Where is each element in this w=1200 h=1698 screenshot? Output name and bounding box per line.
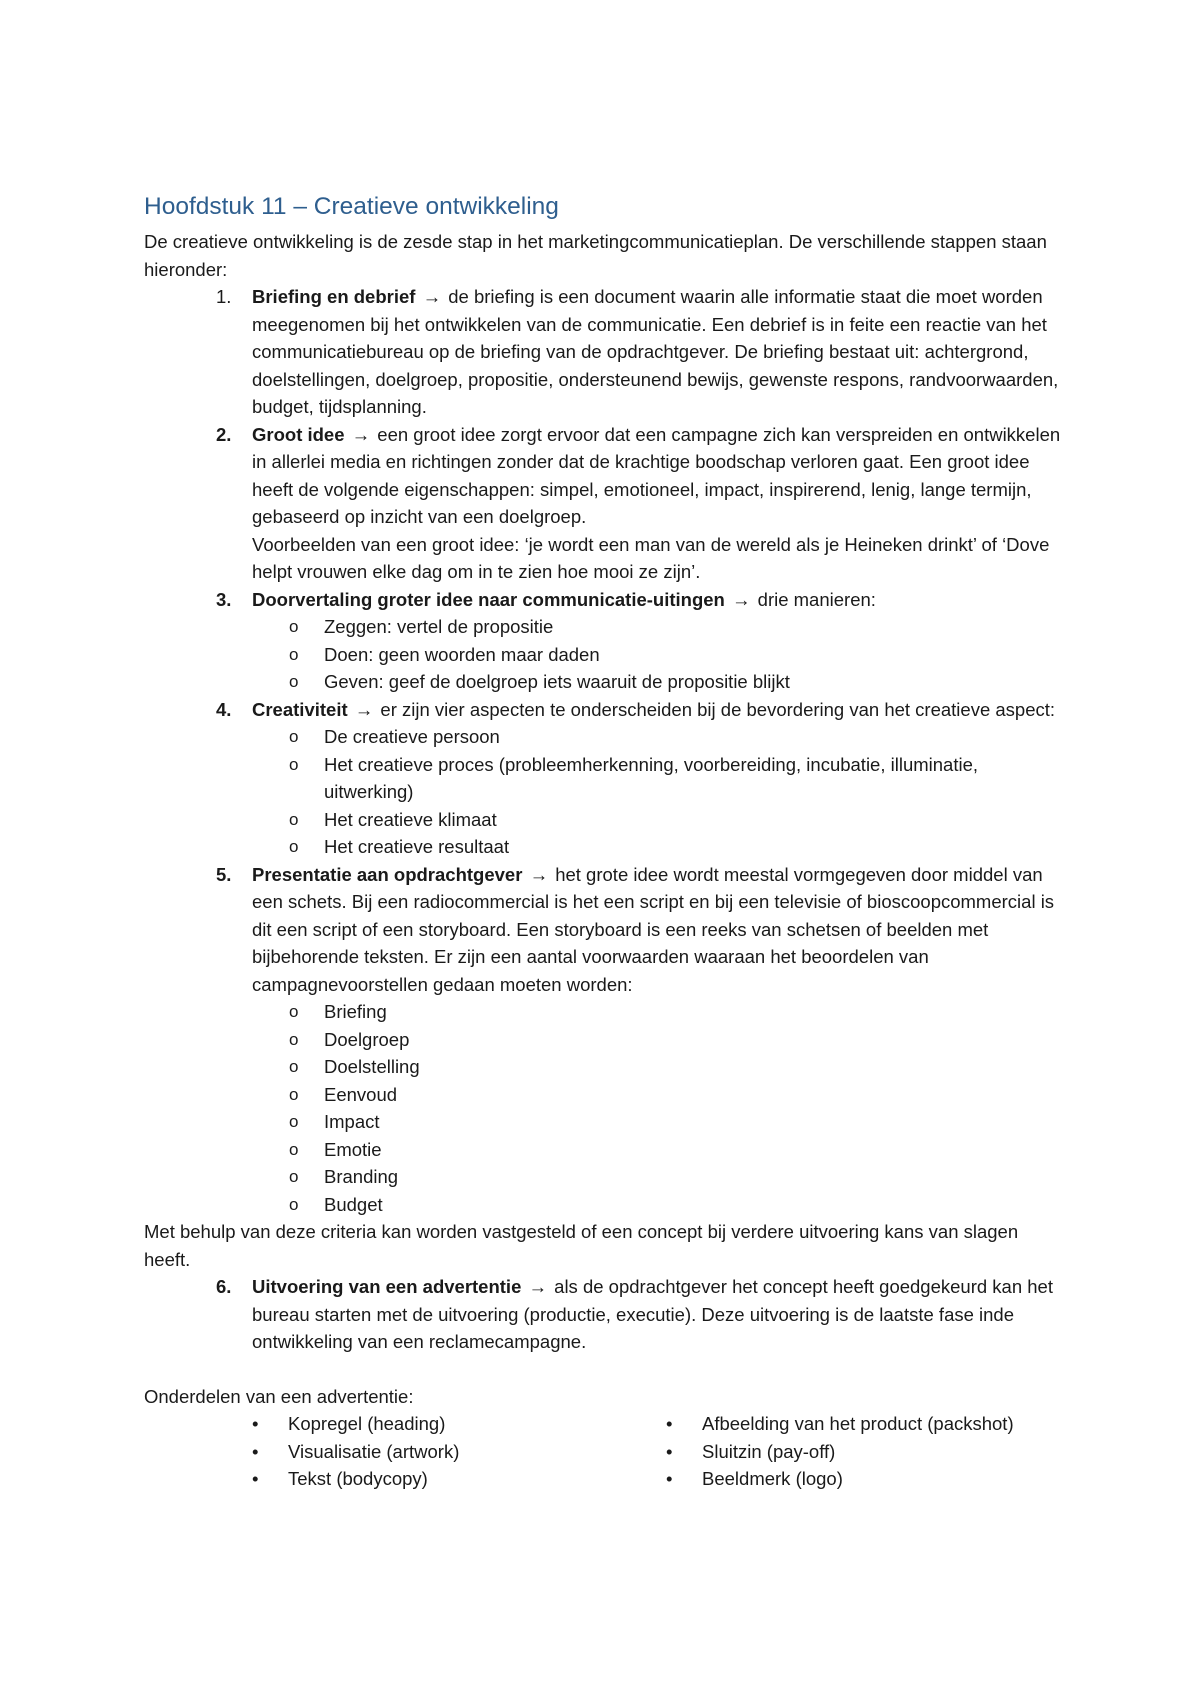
step-heading: Doorvertaling groter idee naar communicatie-uitingen: [252, 588, 725, 610]
sub-list-item: [252, 723, 1064, 751]
sub-list-item: [252, 668, 1064, 696]
circle-bullet-icon: o: [289, 1084, 299, 1104]
part-text: Sluitzin (pay-off): [702, 1440, 836, 1462]
step-number: 1.: [216, 286, 232, 307]
sub-item-text: Emotie: [324, 1138, 382, 1160]
arrow-right-icon: →: [351, 423, 371, 445]
sub-item-text: Het creatieve klimaat: [324, 808, 497, 830]
sub-item-text: Impact: [324, 1111, 380, 1132]
circle-bullet-icon: o: [289, 1194, 299, 1214]
circle-bullet-icon: o: [289, 754, 299, 774]
step-number: 6.: [216, 1276, 232, 1297]
arrow-right-icon: →: [528, 1276, 548, 1297]
list-item: [144, 861, 1064, 1219]
sub-list-item: [252, 1053, 1064, 1081]
sub-list-item: [252, 806, 1064, 834]
sub-item-text: Het creatieve proces (probleemherkenning, voorbereiding, incubatie, illuminatie, uitwerking): [324, 753, 979, 802]
bullet-icon: •: [666, 1468, 673, 1489]
step-number: 3.: [216, 588, 232, 610]
step-heading: Groot idee: [252, 423, 345, 445]
step-text: drie manieren:: [757, 588, 876, 610]
sub-item-text: Het creatieve resultaat: [324, 836, 510, 857]
step-text: het grote idee wordt meestal vormgegeven door middel van een schets. Bij een radiocommercial is het een script en bij een televisie of bioscoopcommercial is dit een script of een storyboard. Een storyboard is een reeks van schetsen of beelden met bijbehorende teksten. Er zijn een aantal voorwaarden waaraan het beoordelen van campagnevoorstellen gedaan moeten worden:: [252, 863, 1055, 995]
circle-bullet-icon: o: [289, 727, 299, 746]
circle-bullet-icon: o: [289, 1167, 299, 1186]
parts-list-left: [144, 1410, 604, 1493]
arrow-right-icon: →: [732, 588, 751, 610]
step-number: 5.: [216, 863, 232, 885]
sub-list: [252, 613, 1064, 696]
circle-bullet-icon: o: [289, 1139, 299, 1159]
step-text: de briefing is een document waarin alle informatie staat die moet worden meegenomen bij het ontwikkelen van de communicatie. Een debrief is in feite een reactie van het communicatiebureau op de briefing van de opdrachtgever. De briefing bestaat uit: achtergrond, doelstellingen, doelgroep, propositie, ondersteunend bewijs, gewenste respons, randvoorwaarden, budget, tijdsplanning.: [252, 286, 1059, 417]
part-text: Kopregel (heading): [288, 1413, 446, 1434]
sub-list-item: [252, 998, 1064, 1026]
circle-bullet-icon: o: [289, 644, 299, 664]
list-item: [604, 1410, 1064, 1438]
sub-list-item: [252, 641, 1064, 669]
sub-list-item: [252, 1191, 1064, 1219]
step-number: 4.: [216, 698, 232, 720]
sub-list-item: [252, 1108, 1064, 1136]
step-heading: Briefing en debrief: [252, 286, 416, 307]
bullet-icon: •: [666, 1440, 673, 1462]
list-item: [144, 586, 1064, 696]
step-text: als de opdrachtgever het concept heeft goedgekeurd kan het bureau starten met de uitvoering (productie, executie). Deze uitvoering is de laatste fase inde ontwikkeling van een reclamecampagne.: [252, 1276, 1053, 1352]
parts-list-right: [604, 1410, 1064, 1493]
list-item: [144, 696, 1064, 861]
sub-item-text: Doelgroep: [324, 1028, 410, 1050]
step-heading: Presentatie aan opdrachtgever: [252, 863, 523, 885]
bullet-icon: •: [666, 1413, 673, 1434]
sub-list-item: [252, 1026, 1064, 1054]
sub-list-item: [252, 751, 1064, 806]
sub-item-text: Budget: [324, 1193, 383, 1215]
sub-list-item: [252, 1081, 1064, 1109]
step-heading: Creativiteit: [252, 698, 348, 720]
circle-bullet-icon: o: [289, 617, 299, 636]
part-text: Visualisatie (artwork): [288, 1440, 460, 1462]
part-text: Tekst (bodycopy): [288, 1468, 428, 1489]
steps-list: [144, 283, 1064, 1218]
step-text: een groot idee zorgt ervoor dat een campagne zich kan verspreiden en ontwikkelen in allerlei media en richtingen zonder dat de krachtige boodschap verloren gaat. Een groot idee heeft de volgende eigenschappen: simpel, emotioneel, impact, inspirerend, lenig, lange termijn, gebaseerd op inzicht van een doelgroep.: [252, 423, 1061, 527]
sub-item-text: De creatieve persoon: [324, 726, 500, 747]
list-item: [144, 1410, 604, 1438]
circle-bullet-icon: o: [289, 1112, 299, 1131]
step-heading: Uitvoering van een advertentie: [252, 1276, 522, 1297]
bullet-icon: •: [252, 1468, 259, 1489]
sub-item-text: Doen: geen woorden maar daden: [324, 643, 600, 665]
sub-list-item: [252, 833, 1064, 861]
sub-list-item: [252, 1163, 1064, 1191]
list-item: [144, 1273, 1064, 1356]
list-item: [144, 421, 1064, 586]
bullet-icon: •: [252, 1413, 259, 1434]
circle-bullet-icon: o: [289, 1057, 299, 1076]
step-text-examples: Voorbeelden van een groot idee: ‘je wordt een man van de wereld als je Heineken drinkt’ of ‘Dove helpt vrouwen elke dag om in te zien hoe mooi ze zijn’.: [252, 533, 1050, 582]
step-text: er zijn vier aspecten te onderscheiden bij de bevordering van het creatieve aspect:: [380, 698, 1056, 720]
page-title: Hoofdstuk 11 – Creatieve ontwikkeling: [144, 193, 559, 220]
sub-item-text: Branding: [324, 1166, 399, 1187]
bullet-icon: •: [252, 1440, 259, 1462]
list-item: [144, 1438, 604, 1466]
sub-item-text: Eenvoud: [324, 1083, 398, 1105]
paragraph-spacer: [144, 1356, 1064, 1383]
parts-heading: Onderdelen van een advertentie:: [144, 1385, 414, 1407]
circle-bullet-icon: o: [289, 672, 299, 691]
sub-list-item: [252, 613, 1064, 641]
arrow-right-icon: →: [529, 863, 549, 885]
sub-item-text: Zeggen: vertel de propositie: [324, 616, 554, 637]
arrow-right-icon: →: [354, 698, 374, 720]
circle-bullet-icon: o: [289, 837, 299, 856]
list-item: [144, 1465, 604, 1493]
parts-columns: [144, 1410, 1064, 1493]
list-item: [144, 283, 1064, 421]
arrow-right-icon: →: [422, 286, 442, 307]
circle-bullet-icon: o: [289, 1002, 299, 1021]
circle-bullet-icon: o: [289, 1029, 299, 1049]
part-text: Afbeelding van het product (packshot): [702, 1413, 1014, 1434]
circle-bullet-icon: o: [289, 809, 299, 829]
sub-list: [252, 998, 1064, 1218]
list-item: [604, 1465, 1064, 1493]
list-item: [604, 1438, 1064, 1466]
steps-list-continued: [144, 1273, 1064, 1356]
sub-item-text: Geven: geef de doelgroep iets waaruit de propositie blijkt: [324, 671, 790, 692]
intro-paragraph: De creatieve ontwikkeling is de zesde stap in het marketingcommunicatieplan. De verschillende stappen staan hieronder:: [144, 231, 1047, 280]
part-text: Beeldmerk (logo): [702, 1468, 843, 1489]
criteria-note: Met behulp van deze criteria kan worden vastgesteld of een concept bij verdere uitvoering kans van slagen heeft.: [144, 1221, 1019, 1270]
document-page: [144, 190, 1064, 1493]
sub-item-text: Briefing: [324, 1001, 387, 1022]
sub-list-item: [252, 1136, 1064, 1164]
sub-item-text: Doelstelling: [324, 1056, 420, 1077]
sub-list: [252, 723, 1064, 861]
step-number: 2.: [216, 423, 232, 445]
